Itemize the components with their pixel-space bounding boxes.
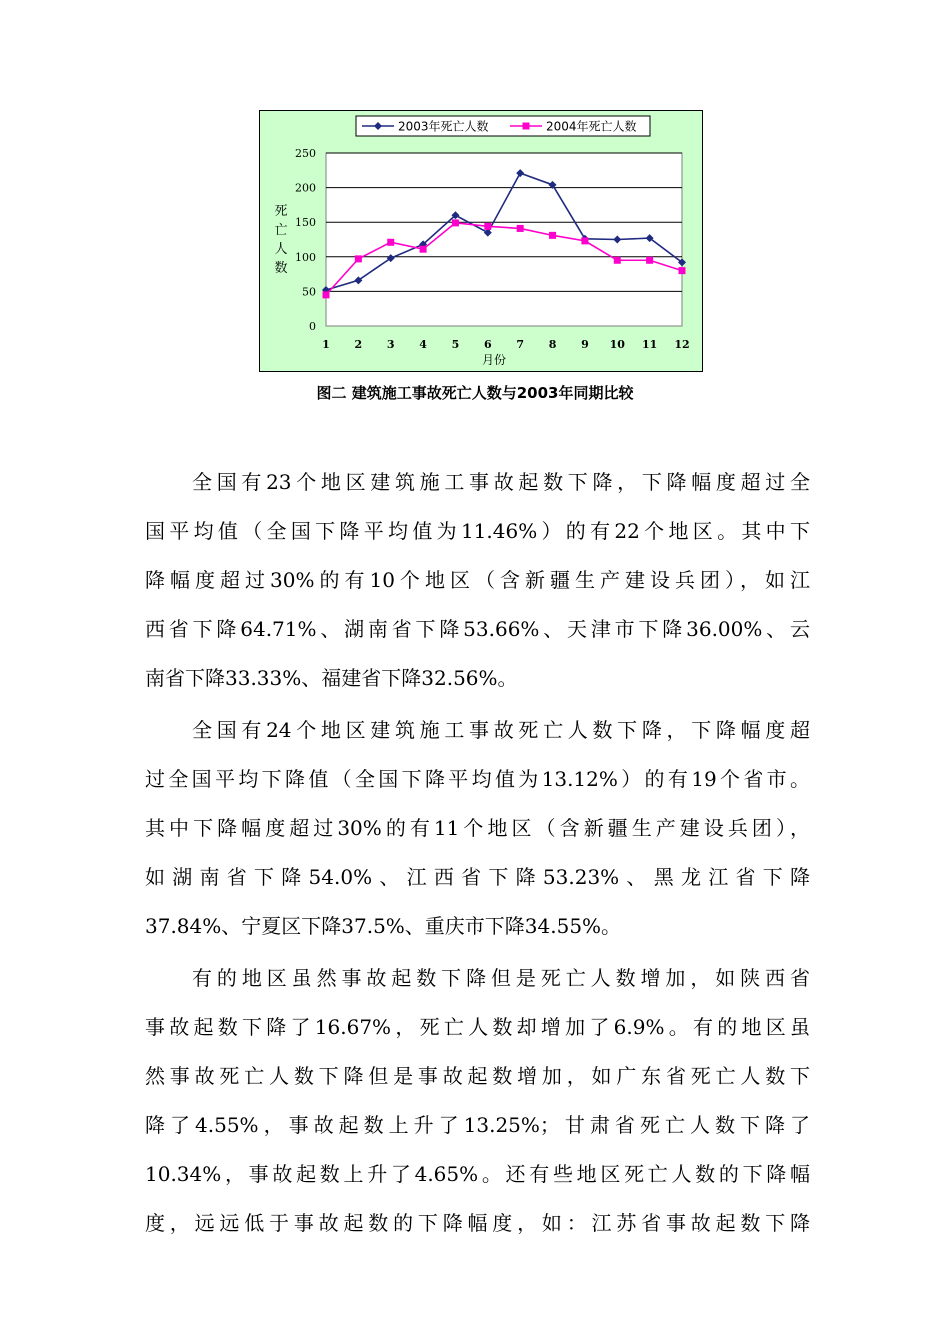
data-point [517,225,524,232]
line-chart [260,111,702,371]
legend-label: 2004年死亡人数 [546,119,637,134]
x-tick-label: 7 [516,338,525,351]
paragraph-line: 降幅度超过30%的有10个地区（含新疆生产建设兵团），如江 [145,568,810,592]
y-axis-label-char: 人 [274,242,288,257]
x-tick-label: 12 [674,338,690,351]
x-tick-label: 9 [581,338,589,351]
y-tick-label: 50 [302,285,316,299]
figure-caption: 图二 建筑施工事故死亡人数与2003年同期比较 [316,384,634,402]
data-point [355,255,362,262]
data-point [323,291,330,298]
y-tick-label: 250 [295,147,316,160]
data-point [614,257,621,264]
x-tick-label: 5 [451,338,460,351]
y-tick-label: 0 [309,320,316,333]
data-point [452,219,459,226]
paragraph-line: 全国有23个地区建筑施工事故起数下降，下降幅度超过全 [192,470,810,494]
x-tick-label: 8 [548,338,557,351]
x-tick-label: 6 [483,338,492,351]
chart-container [259,110,703,372]
paragraph-line: 国平均值（全国下降平均值为11.46%）的有22个地区。其中下 [145,519,810,543]
paragraph-line: 降了4.55%，事故起数上升了13.25%；甘肃省死亡人数下降了 [145,1113,810,1137]
x-tick-label: 1 [322,338,330,351]
data-point [420,246,427,253]
y-tick-label: 100 [295,250,316,264]
paragraph-line: 事故起数下降了16.67%，死亡人数却增加了6.9%。有的地区虽 [145,1015,810,1039]
x-tick-label: 2 [354,338,363,351]
paragraph-line: 西省下降64.71%、湖南省下降53.66%、天津市下降36.00%、云 [145,617,810,641]
paragraph-line: 有的地区虽然事故起数下降但是死亡人数增加，如陕西省 [192,966,810,990]
data-point [549,232,556,239]
paragraph-2 [145,706,810,951]
legend-marker [523,123,530,130]
paragraph-line: 如湖南省下降54.0%、江西省下降53.23%、黑龙江省下降 [145,865,810,889]
x-tick-label: 4 [419,338,427,351]
y-tick-label: 150 [295,216,316,230]
paragraph-1 [145,458,810,703]
paragraph-line: 过全国平均下降值（全国下降平均值为13.12%）的有19个省市。 [145,767,810,791]
y-axis-label-char: 死 [274,204,288,219]
paragraph-3 [145,954,810,1248]
data-point [484,223,491,230]
data-point [646,257,653,264]
paragraph-line: 10.34%，事故起数上升了4.65%。还有些地区死亡人数的下降幅 [145,1162,810,1186]
paragraph-line: 南省下降33.33%、福建省下降32.56%。 [145,666,518,690]
x-axis-label: 月份 [481,353,507,367]
data-point [679,267,686,274]
paragraph-line: 度，远远低于事故起数的下降幅度，如：江苏省事故起数下降 [145,1211,810,1235]
data-point [387,239,394,246]
paragraph-line: 其中下降幅度超过30%的有11个地区（含新疆生产建设兵团）， [145,816,810,840]
x-tick-label: 10 [609,338,625,351]
legend-label: 2003年死亡人数 [398,119,489,134]
data-point [581,237,588,244]
paragraph-line: 全国有24个地区建筑施工事故死亡人数下降，下降幅度超 [192,718,810,742]
y-tick-label: 200 [295,181,316,195]
x-tick-label: 11 [641,338,658,351]
paragraph-line: 然事故死亡人数下降但是事故起数增加，如广东省死亡人数下 [145,1064,810,1088]
y-axis-label-char: 数 [274,261,288,276]
x-tick-label: 3 [386,338,395,351]
paragraph-line: 37.84%、宁夏区下降37.5%、重庆市下降34.55%。 [145,914,622,938]
y-axis-label-char: 亡 [274,223,288,238]
